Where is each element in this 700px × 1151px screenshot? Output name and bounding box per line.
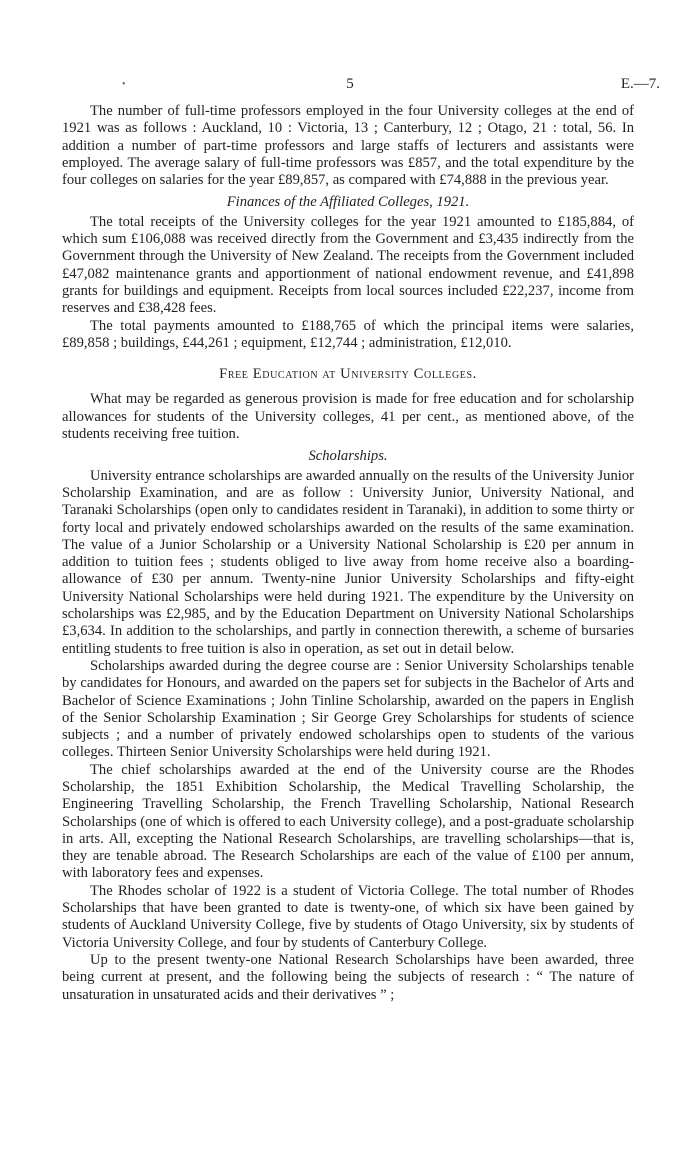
paragraph-professors: The number of full-time professors employed in the four University colleges at the end of 1921 was as follows : Auckland, 10 : Victoria, 13 ; Canterbury, 12 ; Otago, 21 : total, 56. In addition a number of part-time professors and large staffs of lecturers and assistants were employed. The average salary of full-time professors was £857, and the total expenditure by the four colleges on salaries for the year £89,857, as compared with £74,888 in the previous year. [62,103,634,189]
paragraph-research-scholarships: Up to the present twenty-one National Research Scholarships have been awarded, three being current at present, and the following being the subjects of research : “ The nature of unsaturation in unsaturated acids and their derivatives ” ; [62,951,634,1003]
heading-finances: Finances of the Affiliated Colleges, 1921. [226,194,470,211]
paragraph-chief-scholarships: The chief scholarships awarded at the end of the University course are the Rhodes Scholarship, the 1851 Exhibition Scholarship, the Medical Travelling Scholarship, the Engineering Travelling Scholarship, the French Travelling Scholarship, National Research Scholarships (one of which is offered to each University college), and a post-graduate scholarship in arts. All, excepting the National Research Scholarships, are travelling scholarships—that is, they are tenable abroad. The Research Scholarships are each of the value of £100 per annum, with laboratory fees and expenses. [62,761,634,882]
paragraph-receipts: The total receipts of the University colleges for the year 1921 amounted to £185,884, of which sum £106,088 was received directly from the Government and £3,435 indirectly from the Government through the University of New Zealand. The receipts from the Government included £47,082 maintenance grants and apportionment of national endowment revenue, and £41,898 grants for buildings and equipment. Receipts from local sources included £22,237, income from reserves and £38,428 fees. [62,213,634,317]
heading-free-education: Free Education at University Colleges. [219,366,477,383]
heading-scholarships: Scholarships. [308,448,388,465]
paragraph-degree-scholarships: Scholarships awarded during the degree course are : Senior University Scholarships tenable by candidates for Honours, and awarded on the papers set for subjects in the Bachelor of Arts and Bachelor of Science Examinations ; John Tinline Scholarship, awarded on the papers in English of the Senior Scholarship Examination ; Sir George Grey Scholarships for students of science subjects ; and a number of privately endowed scholarships open to students of the various colleges. Thirteen Senior University Scholarships were held during 1921. [62,657,634,761]
paragraph-payments: The total payments amounted to £188,765 of which the principal items were salaries, £89,858 ; buildings, £44,261 ; equipment, £12,744 ; administration, £12,010. [62,317,634,351]
page-number: 5 [346,76,354,92]
page-reference: E.—7. [620,76,660,92]
paragraph-rhodes-scholar: The Rhodes scholar of 1922 is a student of Victoria College. The total number of Rhodes Scholarships that have been granted to date is twenty-one, of which six have been gained by students of Auckland University College, five by students of Otago University, six by students of Victoria University College, and four by students of Canterbury College. [62,882,634,951]
page-mark: • [122,79,126,90]
paragraph-free-education: What may be regarded as generous provision is made for free education and for scholarship allowances for students of the University colleges, 41 per cent., as mentioned above, of the students receiving free tuition. [62,391,634,443]
paragraph-entrance-scholarships: University entrance scholarships are awarded annually on the results of the University Junior Scholarship Examination, and are as follow : University Junior, University National, and Taranaki Scholarships (open only to candidates resident in Taranaki), in addition to some thirty or forty local and privately endowed scholarships awarded on the results of the same examination. The value of a Junior Scholarship or a University National Scholarship is £20 per annum in addition to tuition fees ; students obliged to live away from home receive also a boarding-allowance of £30 per annum. Twenty-nine Junior University Scholarships and fifty-eight University National Scholarships were held during 1921. The expenditure by the University on scholarships was £2,985, and by the Education Department on University National Scholarships £3,634. In addition to the scholarships, and partly in connection therewith, a scheme of bursaries entitling students to free tuition is also in operation, as set out in detail below. [62,467,634,657]
